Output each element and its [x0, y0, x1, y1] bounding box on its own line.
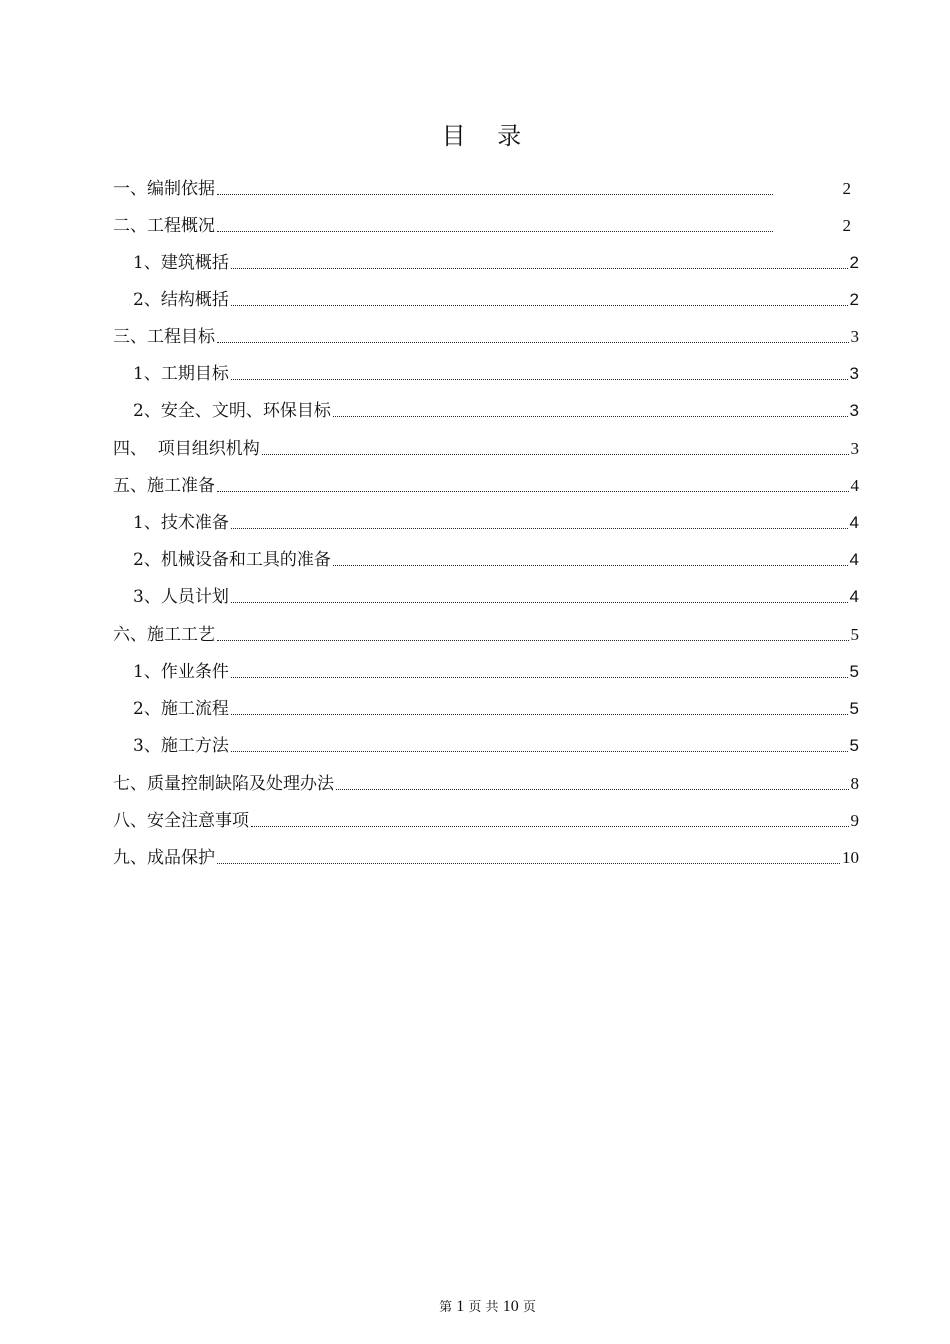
toc-entry-page: 4	[850, 476, 859, 495]
dot-leader	[231, 602, 848, 603]
toc-entry[interactable]	[113, 612, 859, 646]
toc-entry[interactable]	[133, 388, 859, 422]
toc-entry-label: 四、 项目组织机构	[113, 439, 260, 459]
dot-leader	[231, 528, 848, 529]
page-footer	[0, 1296, 950, 1316]
dot-leader	[217, 342, 849, 343]
dot-leader	[262, 454, 849, 455]
toc-entry[interactable]	[113, 166, 851, 200]
toc-entry[interactable]	[113, 835, 859, 869]
toc-title: 目 录	[441, 122, 534, 150]
toc-entry-label: 一、编制依据	[113, 179, 215, 199]
dot-leader	[231, 379, 848, 380]
toc-entry-label: 3、施工方法	[133, 736, 229, 756]
dot-leader	[336, 789, 849, 790]
toc-entry-page: 2	[842, 179, 851, 198]
footer-middle: 页 共	[468, 1300, 499, 1315]
toc-entry-label: 五、施工准备	[113, 476, 215, 496]
toc-entry-page: 9	[850, 811, 859, 830]
dot-leader	[231, 751, 848, 752]
toc-entry-label: 七、质量控制缺陷及处理办法	[113, 774, 334, 794]
dot-leader	[231, 677, 848, 678]
toc-entry-label: 3、人员计划	[133, 587, 229, 607]
toc-entry[interactable]	[113, 314, 859, 348]
dot-leader	[231, 305, 848, 306]
toc-entry-page: 3	[850, 439, 859, 458]
toc-entry-page: 3	[850, 327, 859, 346]
toc-entry-label: 1、技术准备	[133, 513, 229, 533]
dot-leader	[217, 231, 773, 232]
toc-entry[interactable]	[133, 686, 859, 720]
dot-leader	[231, 268, 848, 269]
toc-entry[interactable]	[133, 649, 859, 683]
toc-entry-label: 2、结构概括	[133, 290, 229, 310]
toc-entry[interactable]	[113, 761, 859, 795]
toc-entry-page: 4	[849, 513, 859, 532]
toc-entry[interactable]	[133, 537, 859, 571]
toc-entry[interactable]	[113, 203, 851, 237]
dot-leader	[217, 194, 773, 195]
toc-entry-label: 1、工期目标	[133, 364, 229, 384]
toc-entry-page: 4	[849, 550, 859, 569]
toc-entry[interactable]	[113, 426, 859, 460]
footer-prefix: 第	[439, 1300, 453, 1315]
toc-entry-label: 六、施工工艺	[113, 625, 215, 645]
dot-leader	[333, 416, 848, 417]
toc-entry-page: 2	[842, 216, 851, 235]
toc-entry[interactable]	[133, 500, 859, 534]
toc-entry-label: 九、成品保护	[113, 848, 215, 868]
toc-entry-label: 2、施工流程	[133, 699, 229, 719]
footer-suffix: 页	[522, 1300, 536, 1315]
toc-entry-page: 5	[849, 736, 859, 755]
toc-entry-page: 5	[850, 625, 859, 644]
toc-entry-label: 2、机械设备和工具的准备	[133, 550, 331, 570]
dot-leader	[231, 714, 848, 715]
toc-entry-label: 2、安全、文明、环保目标	[133, 401, 331, 421]
toc-entry[interactable]	[113, 798, 859, 832]
dot-leader	[333, 565, 848, 566]
total-page-number: 10	[502, 1298, 519, 1315]
toc-entry[interactable]	[133, 240, 859, 274]
toc-entry[interactable]	[133, 574, 859, 608]
toc-entry-page: 5	[849, 699, 859, 718]
toc-entry-page: 3	[849, 364, 859, 383]
toc-entry-page: 2	[849, 253, 859, 272]
toc-entry-label: 八、安全注意事项	[113, 811, 249, 831]
toc-entry-label: 二、工程概况	[113, 216, 215, 236]
toc-entry-page: 8	[850, 774, 859, 793]
dot-leader	[217, 863, 840, 864]
toc-entry-page: 10	[842, 848, 859, 867]
dot-leader	[217, 640, 849, 641]
toc-entry[interactable]	[133, 277, 859, 311]
toc-entry[interactable]	[133, 723, 859, 757]
toc-entry-page: 4	[849, 587, 859, 606]
dot-leader	[217, 491, 849, 492]
toc-entry-page: 3	[849, 401, 859, 420]
current-page-number: 1	[456, 1298, 465, 1315]
toc-entry-page: 5	[849, 662, 859, 681]
toc-entry[interactable]	[113, 463, 859, 497]
toc-entry[interactable]	[133, 351, 859, 385]
toc-entry-label: 1、建筑概括	[133, 253, 229, 273]
toc-entry-label: 三、工程目标	[113, 327, 215, 347]
toc-entry-label: 1、作业条件	[133, 662, 229, 682]
dot-leader	[251, 826, 849, 827]
toc-entry-page: 2	[849, 290, 859, 309]
